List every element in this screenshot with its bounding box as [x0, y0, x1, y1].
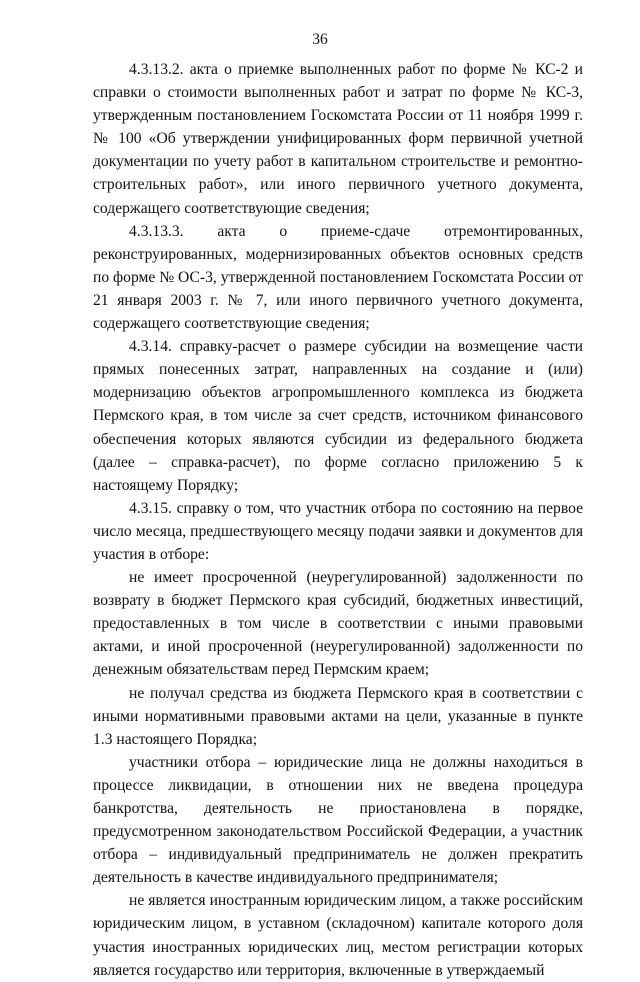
document-body [93, 58, 583, 982]
paragraph-4-3-13-3: 4.3.13.3. акта о приеме-сдаче отремонтированных, реконструированных, модернизированных объектов основных средств по форме № ОС-3, утвержденной постановлением Госкомстата России от 21 января 2003 г. № 7, или иного первичного учетного документа, содержащего соответствующие сведения; [93, 222, 583, 333]
paragraph-4-3-13-2: 4.3.13.2. акта о приемке выполненных работ по форме № КС-2 и справки о стоимости выполненных работ и затрат по форме № КС-3, утвержденным постановлением Госкомстата России от 11 ноября 1999 г. № 100 «Об утверждении унифицированных форм первичной учетной документации по учету работ в капитальном строительстве и ремонтно-строительных работ», или иного первичного учетного документа, содержащего соответствующие сведения; [93, 61, 583, 217]
paragraph-no-funds: не получал средства из бюджета Пермского края в соответствии с иными нормативными правовыми актами на цели, указанные в пункте 1.3 настоящего Порядка; [93, 684, 583, 748]
paragraph-not-liquidated: участники отбора – юридические лица не должны находиться в процессе ликвидации, в отношении них не введена процедура банкротства, деятельность не приостановлена в порядке, предусмотренном законодательством Российской Федерации, а участник отбора – индивидуальный предприниматель не должен прекратить деятельность в качестве индивидуального предпринимателя; [93, 753, 583, 887]
paragraph-not-foreign: не является иностранным юридическим лицом, а также российским юридическим лицом, в уставном (складочном) капитале которого доля участия иностранных юридических лиц, местом регистрации которых является государство или территория, включенные в утверждаемый [93, 892, 583, 979]
paragraph-4-3-14: 4.3.14. справку-расчет о размере субсидии на возмещение части прямых понесенных затрат, направленных на создание и (или) модернизацию объектов агропромышленного комплекса из бюджета Пермского края, в том числе за счет средств, источником финансового обеспечения которых являются субсидии из федерального бюджета (далее – справка-расчет), по форме согласно приложению 5 к настоящему Порядку; [93, 338, 583, 494]
paragraph-4-3-15: 4.3.15. справку о том, что участник отбора по состоянию на первое число месяца, предшествующего месяцу подачи заявки и документов для участия в отборе: [93, 499, 583, 563]
page-number: 36 [312, 31, 328, 48]
paragraph-no-debt: не имеет просроченной (неурегулированной) задолженности по возврату в бюджет Пермского края субсидий, бюджетных инвестиций, предоставленных в том числе в соответствии с иными правовыми актами, и иной просроченной (неурегулированной) задолженности по денежным обязательствам перед Пермским краем; [93, 569, 583, 679]
